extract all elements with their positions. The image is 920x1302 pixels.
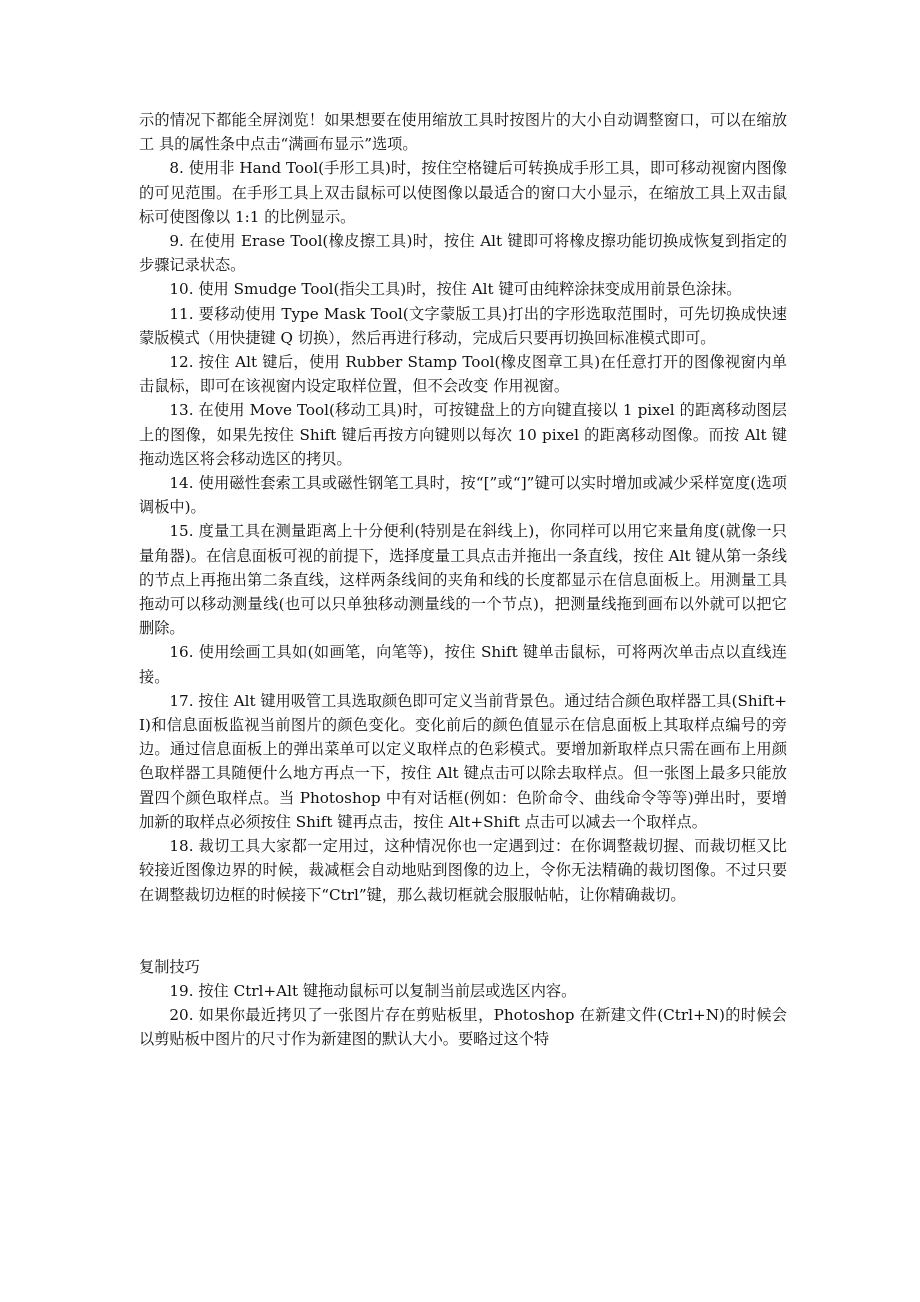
paragraph-tip-8: 8. 使用非 Hand Tool(手形工具)时，按住空格键后可转换成手形工具，即可移动视窗内图像的可见范围。在手形工具上双击鼠标可以使图像以最适合的窗口大小显示，在缩放工具上双击鼠标可使图像以 1:1 的比例显示。: [139, 159, 787, 226]
paragraph-tip-13: 13. 在使用 Move Tool(移动工具)时，可按键盘上的方向键直接以 1 pixel 的距离移动图层上的图像，如果先按住 Shift 键后再按方向键则以每次 10 pixel 的距离移动图像。而按 Alt 键拖动选区将会移动选区的拷贝。: [139, 401, 787, 468]
section-title-copy-tips: 复制技巧: [139, 957, 200, 976]
paragraph-tip-10: 10. 使用 Smudge Tool(指尖工具)时，按住 Alt 键可由纯粹涂抹变成用前景色涂抹。: [169, 280, 742, 299]
paragraph-tip-16: 16. 使用绘画工具如(如画笔，向笔等)，按住 Shift 键单击鼠标，可将两次单击点以直线连接。: [139, 643, 787, 686]
paragraph-tip-17: 17. 按住 Alt 键用吸管工具选取颜色即可定义当前背景色。通过结合颜色取样器工具(Shift+I)和信息面板监视当前图片的颜色变化。变化前后的颜色值显示在信息面板上其取样点编号的旁边。通过信息面板上的弹出菜单可以定义取样点的色彩模式。要增加新取样点只需在画布上用颜色取样器工具随便什么地方再点一下，按住 Alt 键点击可以除去取样点。但一张图上最多只能放置四个颜色取样点。当 Photoshop 中有对话框(例如：色阶命令、曲线命令等等)弹出时，要增加新的取样点必须按住 Shift 键再点击，按住 Alt+Shift 点击可以减去一个取样点。: [139, 691, 787, 831]
paragraph-tip-11: 11. 要移动使用 Type Mask Tool(文字蒙版工具)打出的字形选取范围时，可先切换成快速蒙版模式（用快捷键 Q 切换），然后再进行移动，完成后只要再切换回标准模式即可。: [139, 304, 787, 347]
paragraph-tip-14: 14. 使用磁性套索工具或磁性钢笔工具时，按“[”或“]”键可以实时增加或减少采样宽度(选项调板中)。: [139, 474, 787, 517]
paragraph-tip-19: 19. 按住 Ctrl+Alt 键拖动鼠标可以复制当前层或选区内容。: [169, 981, 577, 1000]
paragraph-tip-18: 18. 裁切工具大家都一定用过，这种情况你也一定遇到过：在你调整裁切握、而裁切框又比较接近图像边界的时候，裁减框会自动地贴到图像的边上，令你无法精确的裁切图像。不过只要在调整裁切边框的时候接下“Ctrl”键，那么裁切框就会服服帖帖，让你精确裁切。: [139, 837, 787, 904]
paragraph-tip-9: 9. 在使用 Erase Tool(橡皮擦工具)时，按住 Alt 键即可将橡皮擦功能切换成恢复到指定的步骤记录状态。: [139, 232, 787, 275]
paragraph-tip-15: 15. 度量工具在测量距离上十分便利(特别是在斜线上)，你同样可以用它来量角度(就像一只量角器)。在信息面板可视的前提下，选择度量工具点击并拖出一条直线，按住 Alt 键从第一条线的节点上再拖出第二条直线，这样两条线间的夹角和线的长度都显示在信息面板上。用测量工具拖动可以移动测量线(也可以只单独移动测量线的一个节点)，把测量线拖到画布以外就可以把它删除。: [139, 522, 787, 638]
paragraph-continuation: 示的情况下都能全屏浏览！如果想要在使用缩放工具时按图片的大小自动调整窗口，可以在缩放工 具的属性条中点击“满画布显示”选项。: [139, 111, 787, 154]
paragraph-tip-12: 12. 按住 Alt 键后，使用 Rubber Stamp Tool(橡皮图章工具)在任意打开的图像视窗内单击鼠标，即可在该视窗内设定取样位置，但不会改变 作用视窗。: [139, 353, 787, 396]
document-page: [139, 108, 787, 1052]
paragraph-tip-20: 20. 如果你最近拷贝了一张图片存在剪贴板里，Photoshop 在新建文件(Ctrl+N)的时候会以剪贴板中图片的尺寸作为新建图的默认大小。要略过这个特: [139, 1006, 787, 1049]
